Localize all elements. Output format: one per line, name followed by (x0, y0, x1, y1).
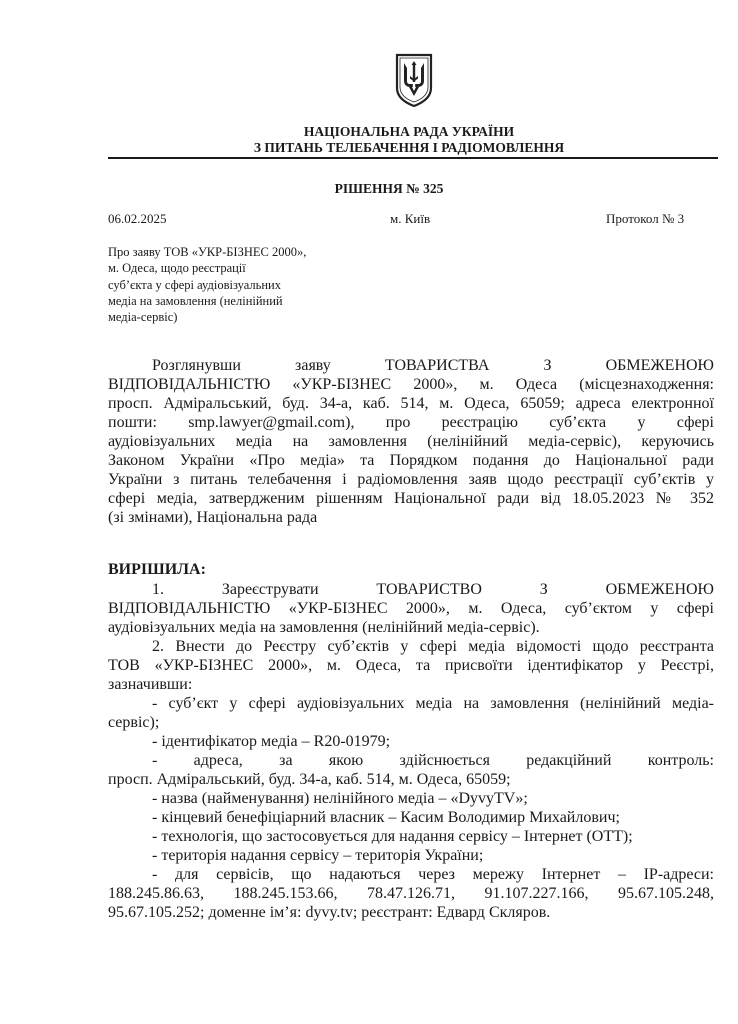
decision-city: м. Київ (390, 211, 431, 226)
paragraph-line: 95.67.105.252; доменне ім’я: dyvy.tv; реєстрант: Едвард Скляров. (108, 904, 551, 921)
paragraph-line: пошти: smp.lawyer@gmail.com), про реєстрацію суб’єкта у сфері (108, 414, 714, 431)
paragraph-line: - суб’єкт у сфері аудіовізуальних медіа на замовлення (нелінійний медіа- (152, 695, 714, 712)
tryzub-icon (394, 52, 434, 108)
subject-line: Про заяву ТОВ «УКР-БІЗНЕС 2000», (108, 245, 307, 259)
paragraph-line: - для сервісів, що надаються через мережу Інтернет – IP-адреси: (152, 866, 714, 883)
paragraph-line: - адреса, за якою здійснюється редакційний контроль: (152, 752, 714, 769)
paragraph-line: сфері медіа, затвердженим рішенням Національної ради від 18.05.2023 № 352 (108, 490, 714, 507)
paragraph-line: - назва (найменування) нелінійного медіа – «DyvyTV»; (152, 790, 528, 807)
paragraph-line: ВІДПОВІДАЛЬНІСТЮ «УКР-БІЗНЕС 2000», м. Одеса, суб’єктом у сфері (108, 600, 714, 617)
header-divider (108, 157, 718, 159)
paragraph-line: ТОВ «УКР-БІЗНЕС 2000», м. Одеса, та присвоїти ідентифікатор у Реєстрі, (108, 657, 714, 674)
paragraph-line: Розглянувши заяву ТОВАРИСТВА З ОБМЕЖЕНОЮ (152, 357, 714, 374)
paragraph-line: - кінцевий бенефіціарний власник – Касим Володимир Михайлович; (152, 809, 620, 826)
protocol-number: Протокол № 3 (606, 211, 685, 226)
paragraph-line: - територія надання сервісу – територія України; (152, 847, 484, 864)
paragraph-line: - ідентифікатор медіа – R20-01979; (152, 733, 391, 750)
paragraph-line: ВІДПОВІДАЛЬНІСТЮ «УКР-БІЗНЕС 2000», м. Одеса (місцезнаходження: (108, 376, 714, 393)
resolution-body (108, 580, 714, 922)
subject-line: медіа-сервіс) (108, 310, 178, 325)
subject-line: суб’єкта у сфері аудіовізуальних (108, 277, 281, 292)
paragraph-line: 188.245.86.63, 188.245.153.66, 78.47.126.71, 91.107.227.166, 95.67.105.248, (108, 885, 714, 902)
paragraph-line: України з питань телебачення і радіомовлення заяв щодо реєстрації суб’єктів у (108, 471, 714, 488)
organization-name-line1: НАЦІОНАЛЬНА РАДА УКРАЇНИ (303, 124, 515, 139)
preamble-paragraph (108, 356, 714, 527)
paragraph-line: зазначивши: (108, 676, 193, 693)
subject-line: медіа на замовлення (нелінійний (108, 293, 283, 308)
paragraph-line: аудіовізуальних медіа на замовлення (нелінійний медіа-сервіс), керуючись (108, 433, 714, 450)
decision-title: РІШЕННЯ № 325 (334, 181, 444, 196)
subject-line: м. Одеса, щодо реєстрації (108, 261, 246, 276)
paragraph-line: 2. Внести до Реєстру суб’єктів у сфері медіа відомості щодо реєстранта (152, 638, 714, 655)
paragraph-line: (зі змінами), Національна рада (108, 509, 318, 526)
paragraph-line: сервіс); (108, 714, 160, 731)
paragraph-line: - технологія, що застосовується для надання сервісу – Інтернет (ОТТ); (152, 828, 633, 845)
paragraph-line: аудіовізуальних медіа на замовлення (нелінійний медіа-сервіс). (108, 619, 540, 636)
organization-name-line2: З ПИТАНЬ ТЕЛЕБАЧЕННЯ І РАДІОМОВЛЕННЯ (253, 140, 565, 155)
paragraph-line: 1. Зареєструвати ТОВАРИСТВО З ОБМЕЖЕНОЮ (152, 581, 714, 598)
paragraph-line: просп. Адміральський, буд. 34-а, каб. 514, м. Одеса, 65059; адреса електронної (108, 395, 714, 412)
decision-date: 06.02.2025 (108, 211, 167, 226)
resolved-heading: ВИРІШИЛА: (108, 561, 206, 578)
paragraph-line: Законом України «Про медіа» та Порядком подання до Національної ради (108, 452, 714, 469)
paragraph-line: просп. Адміральський, буд. 34-а, каб. 514, м. Одеса, 65059; (108, 771, 511, 788)
decision-subject (108, 244, 368, 325)
